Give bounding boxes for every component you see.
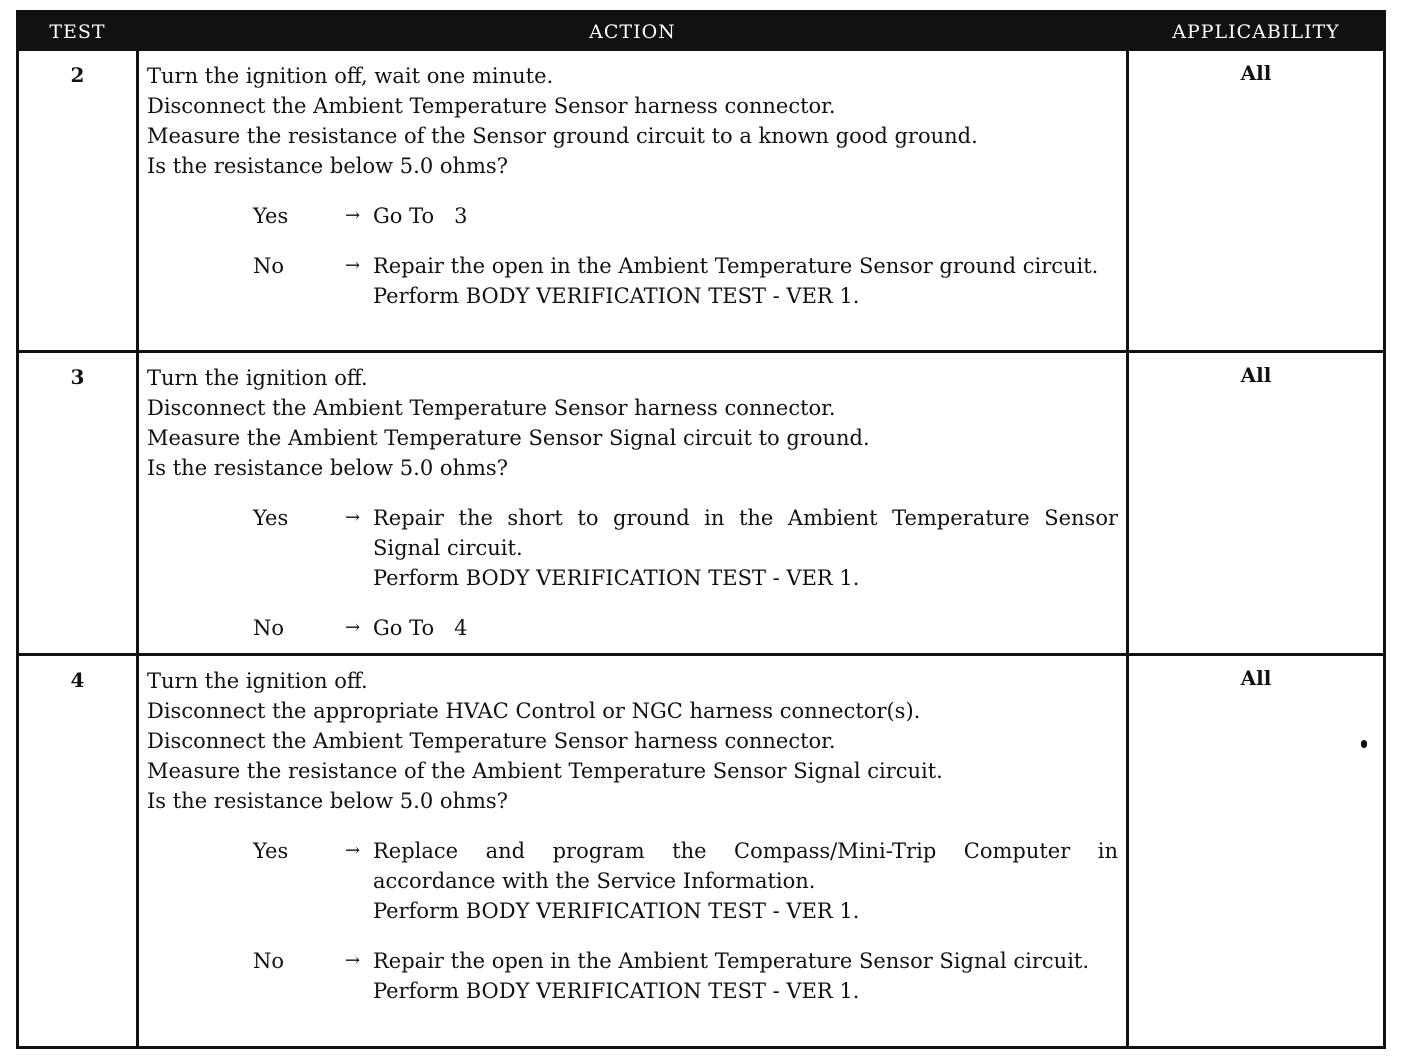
arrow-icon: → (345, 949, 361, 971)
result-line: Go To 4 (373, 615, 468, 640)
no-outcome (147, 251, 1118, 311)
test-number: 4 (18, 654, 138, 1047)
test-number: 2 (18, 51, 138, 351)
step-text: Measure the resistance of the Ambient Temperature Sensor Signal circuit. (147, 758, 943, 783)
test-row (18, 351, 1385, 654)
no-outcome (147, 946, 1118, 1006)
yes-outcome (147, 201, 1118, 231)
step-text: Turn the ignition off, wait one minute. (147, 64, 554, 88)
no-label: No (253, 948, 285, 973)
step-text: Turn the ignition off. (147, 668, 368, 693)
no-label: No (253, 254, 285, 278)
action-cell (138, 51, 1128, 351)
yes-result (373, 503, 1118, 593)
step-text: Measure the Ambient Temperature Sensor Signal circuit to ground. (147, 425, 870, 450)
yes-result (373, 201, 1118, 231)
arrow-icon: → (345, 616, 361, 638)
result-line: Perform BODY VERIFICATION TEST - VER 1. (373, 978, 860, 1003)
step-text: Disconnect the Ambient Temperature Sensor harness connector. (147, 94, 836, 118)
header-test: TEST (18, 12, 138, 52)
step-text: Disconnect the Ambient Temperature Sensor harness connector. (147, 728, 836, 753)
result-line: Perform BODY VERIFICATION TEST - VER 1. (373, 898, 860, 923)
applicability-value: All (1128, 51, 1385, 351)
action-cell (138, 654, 1128, 1047)
step-text: Is the resistance below 5.0 ohms? (147, 154, 508, 178)
step-text: Disconnect the appropriate HVAC Control or NGC harness connector(s). (147, 698, 921, 723)
step-text: Disconnect the Ambient Temperature Sensor harness connector. (147, 395, 836, 420)
result-line: Repair the open in the Ambient Temperature Sensor ground circuit. (373, 254, 1099, 278)
no-result (373, 613, 1118, 643)
scan-speck (1361, 740, 1367, 748)
yes-result (373, 836, 1118, 926)
header-applicability: APPLICABILITY (1128, 12, 1385, 52)
applicability-value: All (1128, 654, 1385, 1047)
arrow-icon: → (345, 255, 361, 276)
step-text: Measure the resistance of the Sensor ground circuit to a known good ground. (147, 124, 978, 148)
step-list (147, 363, 1118, 483)
yes-outcome (147, 836, 1118, 926)
step-text: Is the resistance below 5.0 ohms? (147, 455, 508, 480)
no-label: No (253, 615, 285, 640)
arrow-icon: → (345, 839, 361, 861)
yes-label: Yes (253, 204, 289, 228)
result-line: Replace and program the Compass/Mini-Trip Computer in accordance with the Service Information. (373, 838, 1118, 893)
applicability-value: All (1128, 351, 1385, 654)
step-text: Turn the ignition off. (147, 365, 368, 390)
result-line: Repair the open in the Ambient Temperature Sensor Signal circuit. (373, 948, 1090, 973)
result-line: Perform BODY VERIFICATION TEST - VER 1. (373, 565, 860, 590)
arrow-icon: → (345, 506, 361, 528)
result-line: Repair the short to ground in the Ambient Temperature Sensor Signal circuit. (373, 505, 1118, 560)
yes-outcome (147, 503, 1118, 593)
action-cell (138, 351, 1128, 654)
test-row (18, 51, 1385, 351)
result-line: Perform BODY VERIFICATION TEST - VER 1. (373, 284, 860, 308)
test-row (18, 654, 1385, 1047)
yes-label: Yes (253, 505, 289, 530)
yes-label: Yes (253, 838, 289, 863)
arrow-icon: → (345, 205, 361, 226)
step-list (147, 666, 1118, 816)
step-text: Is the resistance below 5.0 ohms? (147, 788, 508, 813)
step-list (147, 61, 1118, 181)
diagnostic-table (16, 10, 1386, 1049)
header-row (18, 12, 1385, 52)
result-line: Go To 3 (373, 204, 468, 228)
no-result (373, 251, 1118, 311)
no-outcome (147, 613, 1118, 643)
no-result (373, 946, 1118, 1006)
header-action: ACTION (138, 12, 1128, 52)
test-number: 3 (18, 351, 138, 654)
